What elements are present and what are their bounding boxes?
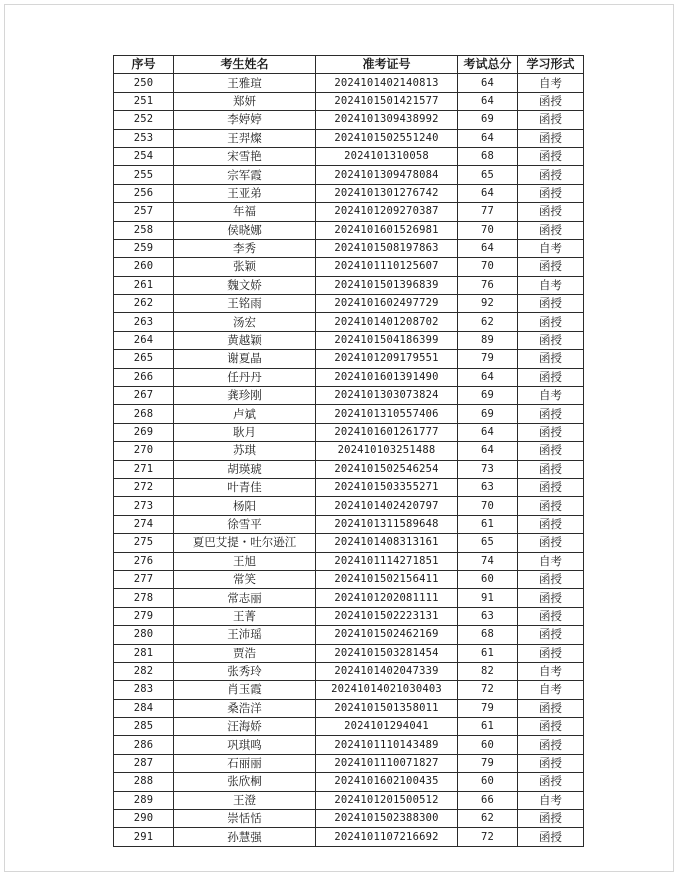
score-cell: 62 xyxy=(458,810,518,828)
index-cell: 253 xyxy=(114,129,174,147)
ticket-number-cell: 2024101209179551 xyxy=(316,350,458,368)
name-cell: 叶青佳 xyxy=(174,478,316,496)
study-mode-cell: 函授 xyxy=(518,626,584,644)
ticket-number-cell: 2024101408313161 xyxy=(316,534,458,552)
index-cell: 260 xyxy=(114,258,174,276)
name-cell: 任丹丹 xyxy=(174,368,316,386)
name-cell: 王铭雨 xyxy=(174,295,316,313)
score-cell: 60 xyxy=(458,570,518,588)
study-mode-cell: 函授 xyxy=(518,497,584,515)
ticket-number-cell: 2024101402420797 xyxy=(316,497,458,515)
name-cell: 卢斌 xyxy=(174,405,316,423)
table-row xyxy=(114,442,584,460)
index-cell: 289 xyxy=(114,791,174,809)
study-mode-cell: 函授 xyxy=(518,166,584,184)
ticket-number-cell: 2024101107216692 xyxy=(316,828,458,846)
table-row xyxy=(114,387,584,405)
ticket-number-cell: 2024101402047339 xyxy=(316,662,458,680)
name-cell: 常笑 xyxy=(174,570,316,588)
ticket-number-cell: 2024101110125607 xyxy=(316,258,458,276)
ticket-number-cell: 2024101601261777 xyxy=(316,423,458,441)
score-cell: 79 xyxy=(458,754,518,772)
index-cell: 287 xyxy=(114,754,174,772)
index-cell: 259 xyxy=(114,239,174,257)
study-mode-cell: 函授 xyxy=(518,92,584,110)
table-row xyxy=(114,166,584,184)
ticket-number-cell: 2024101501358011 xyxy=(316,699,458,717)
name-cell: 谢夏晶 xyxy=(174,350,316,368)
index-cell: 256 xyxy=(114,184,174,202)
score-cell: 64 xyxy=(458,423,518,441)
ticket-number-cell: 2024101301276742 xyxy=(316,184,458,202)
study-mode-cell: 自考 xyxy=(518,681,584,699)
study-mode-cell: 函授 xyxy=(518,442,584,460)
name-cell: 汪海娇 xyxy=(174,718,316,736)
table-row xyxy=(114,405,584,423)
table-row xyxy=(114,718,584,736)
score-cell: 68 xyxy=(458,626,518,644)
table-row xyxy=(114,828,584,846)
index-cell: 255 xyxy=(114,166,174,184)
name-cell: 苏琪 xyxy=(174,442,316,460)
score-cell: 64 xyxy=(458,442,518,460)
study-mode-cell: 自考 xyxy=(518,74,584,92)
ticket-number-cell: 2024101303073824 xyxy=(316,387,458,405)
table-row xyxy=(114,129,584,147)
name-cell: 张欣桐 xyxy=(174,773,316,791)
index-cell: 283 xyxy=(114,681,174,699)
ticket-number-cell: 2024101503355271 xyxy=(316,478,458,496)
name-cell: 王沛瑶 xyxy=(174,626,316,644)
name-cell: 张颖 xyxy=(174,258,316,276)
name-cell: 宗军霞 xyxy=(174,166,316,184)
score-cell: 69 xyxy=(458,111,518,129)
table-row xyxy=(114,607,584,625)
header-study-mode: 学习形式 xyxy=(518,56,584,74)
name-cell: 王雅瑄 xyxy=(174,74,316,92)
study-mode-cell: 自考 xyxy=(518,239,584,257)
table-row xyxy=(114,239,584,257)
table-row xyxy=(114,276,584,294)
index-cell: 273 xyxy=(114,497,174,515)
study-mode-cell: 函授 xyxy=(518,736,584,754)
ticket-number-cell: 2024101294041 xyxy=(316,718,458,736)
score-cell: 68 xyxy=(458,147,518,165)
header-index: 序号 xyxy=(114,56,174,74)
index-cell: 257 xyxy=(114,203,174,221)
ticket-number-cell: 2024101508197863 xyxy=(316,239,458,257)
table-row xyxy=(114,221,584,239)
score-cell: 70 xyxy=(458,258,518,276)
score-cell: 66 xyxy=(458,791,518,809)
ticket-number-cell: 2024101402140813 xyxy=(316,74,458,92)
table-row xyxy=(114,552,584,570)
index-cell: 286 xyxy=(114,736,174,754)
ticket-number-cell: 2024101502388300 xyxy=(316,810,458,828)
study-mode-cell: 函授 xyxy=(518,589,584,607)
study-mode-cell: 函授 xyxy=(518,534,584,552)
study-mode-cell: 函授 xyxy=(518,570,584,588)
table-row xyxy=(114,681,584,699)
index-cell: 267 xyxy=(114,387,174,405)
index-cell: 277 xyxy=(114,570,174,588)
index-cell: 280 xyxy=(114,626,174,644)
study-mode-cell: 函授 xyxy=(518,607,584,625)
score-cell: 61 xyxy=(458,515,518,533)
index-cell: 285 xyxy=(114,718,174,736)
table-header-row xyxy=(114,56,584,74)
ticket-number-cell: 2024101309478084 xyxy=(316,166,458,184)
ticket-number-cell: 2024101209270387 xyxy=(316,203,458,221)
score-cell: 77 xyxy=(458,203,518,221)
study-mode-cell: 函授 xyxy=(518,718,584,736)
ticket-number-cell: 2024101504186399 xyxy=(316,331,458,349)
ticket-number-cell: 2024101602100435 xyxy=(316,773,458,791)
ticket-number-cell: 2024101110071827 xyxy=(316,754,458,772)
ticket-number-cell: 2024101501396839 xyxy=(316,276,458,294)
index-cell: 261 xyxy=(114,276,174,294)
ticket-number-cell: 2024101201500512 xyxy=(316,791,458,809)
index-cell: 272 xyxy=(114,478,174,496)
score-cell: 64 xyxy=(458,368,518,386)
ticket-number-cell: 2024101114271851 xyxy=(316,552,458,570)
table-row xyxy=(114,534,584,552)
score-table xyxy=(113,55,584,847)
ticket-number-cell: 2024101202081111 xyxy=(316,589,458,607)
index-cell: 270 xyxy=(114,442,174,460)
index-cell: 282 xyxy=(114,662,174,680)
table-row xyxy=(114,111,584,129)
score-cell: 91 xyxy=(458,589,518,607)
name-cell: 常志丽 xyxy=(174,589,316,607)
study-mode-cell: 函授 xyxy=(518,129,584,147)
table-row xyxy=(114,331,584,349)
name-cell: 徐雪平 xyxy=(174,515,316,533)
score-cell: 70 xyxy=(458,221,518,239)
score-cell: 63 xyxy=(458,607,518,625)
table-row xyxy=(114,92,584,110)
index-cell: 279 xyxy=(114,607,174,625)
name-cell: 崇恬恬 xyxy=(174,810,316,828)
ticket-number-cell: 2024101401208702 xyxy=(316,313,458,331)
study-mode-cell: 自考 xyxy=(518,791,584,809)
name-cell: 王菁 xyxy=(174,607,316,625)
score-cell: 72 xyxy=(458,681,518,699)
study-mode-cell: 函授 xyxy=(518,295,584,313)
study-mode-cell: 函授 xyxy=(518,111,584,129)
study-mode-cell: 函授 xyxy=(518,699,584,717)
name-cell: 汤宏 xyxy=(174,313,316,331)
study-mode-cell: 自考 xyxy=(518,552,584,570)
study-mode-cell: 函授 xyxy=(518,515,584,533)
study-mode-cell: 函授 xyxy=(518,828,584,846)
index-cell: 265 xyxy=(114,350,174,368)
study-mode-cell: 函授 xyxy=(518,773,584,791)
index-cell: 284 xyxy=(114,699,174,717)
table-row xyxy=(114,773,584,791)
ticket-number-cell: 2024101502156411 xyxy=(316,570,458,588)
header-name: 考生姓名 xyxy=(174,56,316,74)
score-cell: 82 xyxy=(458,662,518,680)
name-cell: 石丽丽 xyxy=(174,754,316,772)
score-cell: 61 xyxy=(458,718,518,736)
table-row xyxy=(114,295,584,313)
table-row xyxy=(114,699,584,717)
index-cell: 266 xyxy=(114,368,174,386)
study-mode-cell: 函授 xyxy=(518,203,584,221)
score-cell: 92 xyxy=(458,295,518,313)
index-cell: 254 xyxy=(114,147,174,165)
ticket-number-cell: 202410103251488 xyxy=(316,442,458,460)
study-mode-cell: 函授 xyxy=(518,423,584,441)
index-cell: 275 xyxy=(114,534,174,552)
index-cell: 263 xyxy=(114,313,174,331)
index-cell: 269 xyxy=(114,423,174,441)
score-cell: 62 xyxy=(458,313,518,331)
name-cell: 王羿燦 xyxy=(174,129,316,147)
study-mode-cell: 自考 xyxy=(518,276,584,294)
ticket-number-cell: 20241014021030403 xyxy=(316,681,458,699)
study-mode-cell: 函授 xyxy=(518,368,584,386)
score-cell: 65 xyxy=(458,166,518,184)
ticket-number-cell: 2024101110143489 xyxy=(316,736,458,754)
index-cell: 251 xyxy=(114,92,174,110)
study-mode-cell: 函授 xyxy=(518,460,584,478)
name-cell: 桑浩洋 xyxy=(174,699,316,717)
ticket-number-cell: 2024101310557406 xyxy=(316,405,458,423)
table-body xyxy=(114,74,584,846)
study-mode-cell: 函授 xyxy=(518,350,584,368)
score-cell: 72 xyxy=(458,828,518,846)
table-row xyxy=(114,478,584,496)
score-cell: 79 xyxy=(458,350,518,368)
index-cell: 276 xyxy=(114,552,174,570)
ticket-number-cell: 2024101502462169 xyxy=(316,626,458,644)
table-row xyxy=(114,147,584,165)
name-cell: 肖玉霞 xyxy=(174,681,316,699)
ticket-number-cell: 2024101503281454 xyxy=(316,644,458,662)
name-cell: 胡瑛琥 xyxy=(174,460,316,478)
study-mode-cell: 函授 xyxy=(518,147,584,165)
table-row xyxy=(114,203,584,221)
table-row xyxy=(114,460,584,478)
name-cell: 郑妍 xyxy=(174,92,316,110)
index-cell: 290 xyxy=(114,810,174,828)
table-row xyxy=(114,810,584,828)
name-cell: 夏巴艾提・吐尔逊江 xyxy=(174,534,316,552)
table-row xyxy=(114,589,584,607)
name-cell: 黄越颖 xyxy=(174,331,316,349)
score-cell: 65 xyxy=(458,534,518,552)
score-cell: 89 xyxy=(458,331,518,349)
name-cell: 龚珍刚 xyxy=(174,387,316,405)
name-cell: 贾浩 xyxy=(174,644,316,662)
header-ticket-number: 准考证号 xyxy=(316,56,458,74)
index-cell: 268 xyxy=(114,405,174,423)
table-row xyxy=(114,350,584,368)
table-row xyxy=(114,570,584,588)
name-cell: 张秀玲 xyxy=(174,662,316,680)
study-mode-cell: 函授 xyxy=(518,221,584,239)
score-cell: 61 xyxy=(458,644,518,662)
name-cell: 杨阳 xyxy=(174,497,316,515)
ticket-number-cell: 2024101501421577 xyxy=(316,92,458,110)
ticket-number-cell: 2024101502546254 xyxy=(316,460,458,478)
table-row xyxy=(114,368,584,386)
table-row xyxy=(114,791,584,809)
name-cell: 宋雪艳 xyxy=(174,147,316,165)
table-row xyxy=(114,313,584,331)
ticket-number-cell: 2024101502223131 xyxy=(316,607,458,625)
name-cell: 王澄 xyxy=(174,791,316,809)
name-cell: 耿月 xyxy=(174,423,316,441)
name-cell: 年福 xyxy=(174,203,316,221)
score-cell: 64 xyxy=(458,129,518,147)
index-cell: 274 xyxy=(114,515,174,533)
index-cell: 271 xyxy=(114,460,174,478)
name-cell: 巩琪鸣 xyxy=(174,736,316,754)
index-cell: 278 xyxy=(114,589,174,607)
score-cell: 70 xyxy=(458,497,518,515)
score-cell: 69 xyxy=(458,387,518,405)
index-cell: 291 xyxy=(114,828,174,846)
table-row xyxy=(114,515,584,533)
ticket-number-cell: 2024101309438992 xyxy=(316,111,458,129)
name-cell: 孙慧强 xyxy=(174,828,316,846)
name-cell: 侯晓娜 xyxy=(174,221,316,239)
index-cell: 264 xyxy=(114,331,174,349)
table-row xyxy=(114,662,584,680)
table-row xyxy=(114,184,584,202)
name-cell: 魏文娇 xyxy=(174,276,316,294)
table-row xyxy=(114,754,584,772)
score-cell: 76 xyxy=(458,276,518,294)
score-cell: 63 xyxy=(458,478,518,496)
study-mode-cell: 函授 xyxy=(518,405,584,423)
index-cell: 262 xyxy=(114,295,174,313)
score-cell: 79 xyxy=(458,699,518,717)
score-cell: 64 xyxy=(458,239,518,257)
study-mode-cell: 函授 xyxy=(518,184,584,202)
name-cell: 王亚弟 xyxy=(174,184,316,202)
table-row xyxy=(114,626,584,644)
ticket-number-cell: 2024101601391490 xyxy=(316,368,458,386)
ticket-number-cell: 2024101602497729 xyxy=(316,295,458,313)
ticket-number-cell: 2024101502551240 xyxy=(316,129,458,147)
ticket-number-cell: 2024101310058 xyxy=(316,147,458,165)
name-cell: 李秀 xyxy=(174,239,316,257)
score-cell: 60 xyxy=(458,736,518,754)
study-mode-cell: 函授 xyxy=(518,810,584,828)
score-cell: 69 xyxy=(458,405,518,423)
study-mode-cell: 函授 xyxy=(518,754,584,772)
index-cell: 252 xyxy=(114,111,174,129)
table-row xyxy=(114,258,584,276)
study-mode-cell: 函授 xyxy=(518,313,584,331)
score-cell: 74 xyxy=(458,552,518,570)
index-cell: 250 xyxy=(114,74,174,92)
table-row xyxy=(114,736,584,754)
score-cell: 64 xyxy=(458,184,518,202)
score-cell: 73 xyxy=(458,460,518,478)
header-total-score: 考试总分 xyxy=(458,56,518,74)
ticket-number-cell: 2024101601526981 xyxy=(316,221,458,239)
ticket-number-cell: 2024101311589648 xyxy=(316,515,458,533)
index-cell: 288 xyxy=(114,773,174,791)
table-row xyxy=(114,74,584,92)
study-mode-cell: 函授 xyxy=(518,478,584,496)
score-cell: 60 xyxy=(458,773,518,791)
name-cell: 李婷婷 xyxy=(174,111,316,129)
study-mode-cell: 函授 xyxy=(518,331,584,349)
study-mode-cell: 自考 xyxy=(518,662,584,680)
score-cell: 64 xyxy=(458,92,518,110)
table-row xyxy=(114,644,584,662)
index-cell: 258 xyxy=(114,221,174,239)
study-mode-cell: 函授 xyxy=(518,644,584,662)
table-row xyxy=(114,423,584,441)
study-mode-cell: 自考 xyxy=(518,387,584,405)
score-cell: 64 xyxy=(458,74,518,92)
study-mode-cell: 函授 xyxy=(518,258,584,276)
table-row xyxy=(114,497,584,515)
name-cell: 王旭 xyxy=(174,552,316,570)
index-cell: 281 xyxy=(114,644,174,662)
